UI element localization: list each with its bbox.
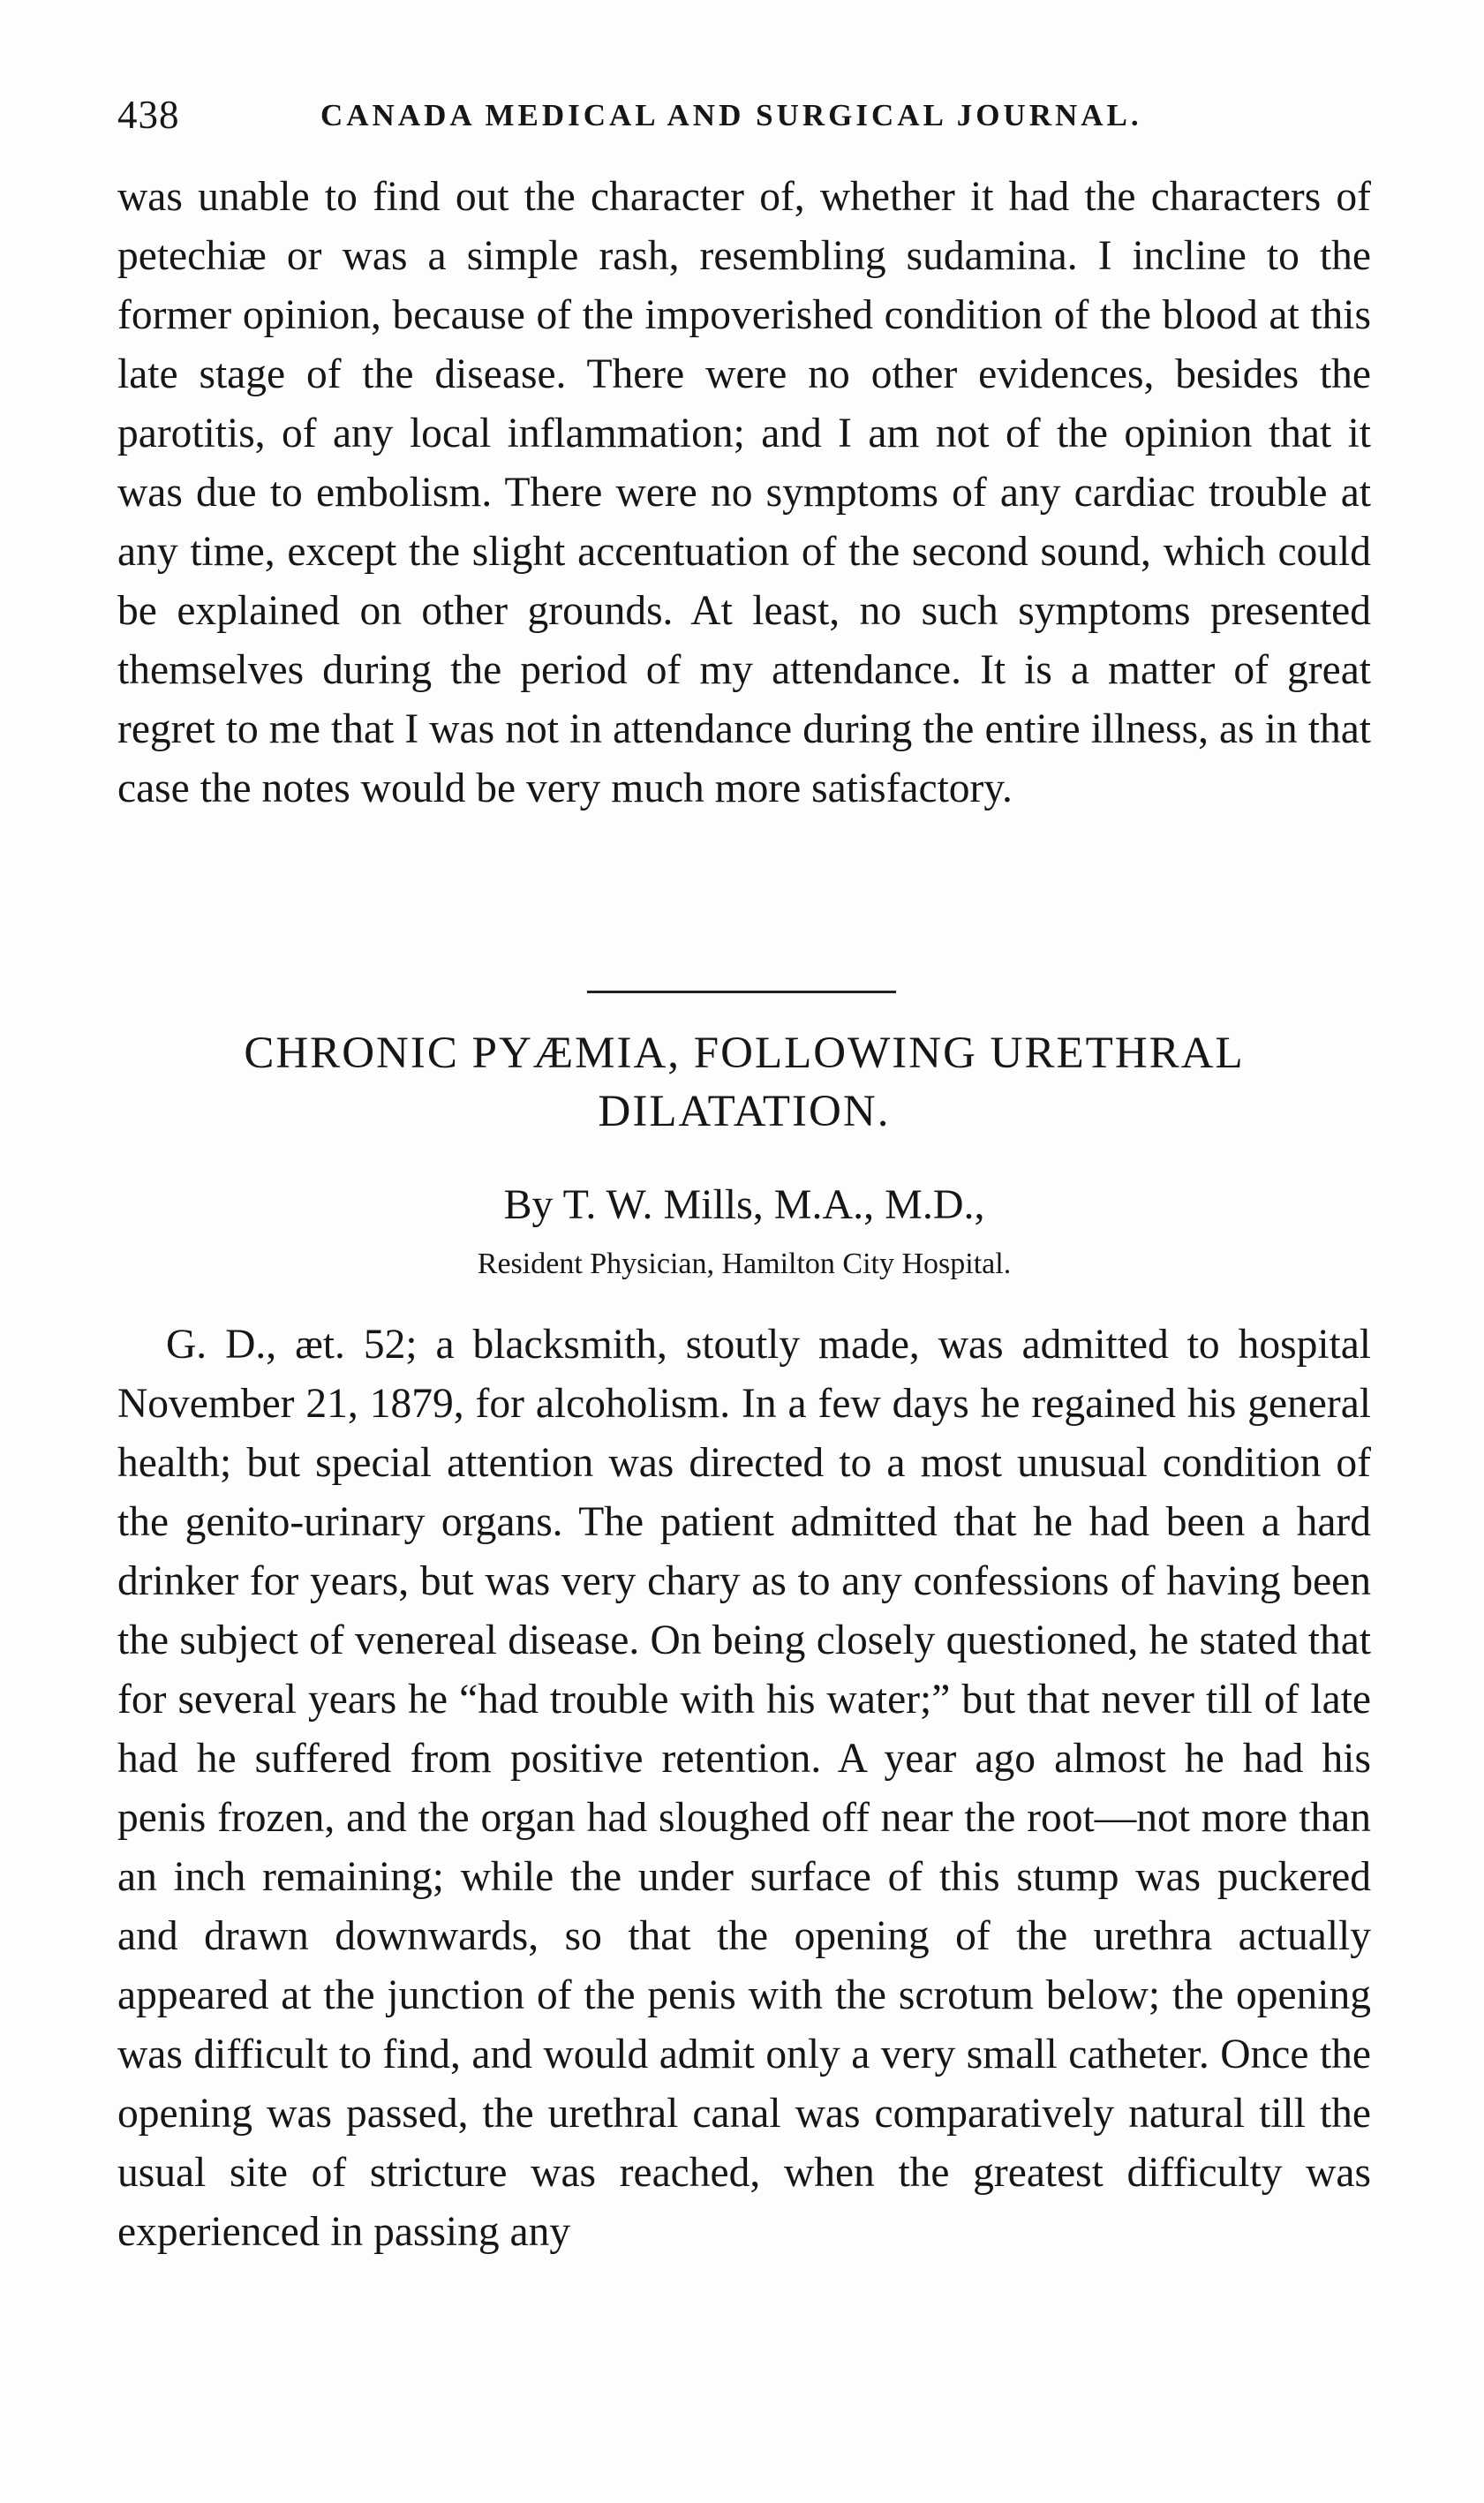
article-title-line-2: DILATATION. bbox=[598, 1087, 891, 1136]
article-title bbox=[117, 1024, 1371, 1141]
continued-paragraph: was unable to find out the character of, whether it had the characters of petechiæ or was a simple rash, resembling sudamina. I incline to the former opinion, because of the impoverished condition of the blood at this late stage of the disease. There were no other evidences, besides the parotitis, of any local inflammation; and I am not of the opinion that it was due to embolism. There were no symptoms of any cardiac trouble at any time, except the slight accentuation of the second sound, which could be explained on other grounds. At least, no such symptoms presented themselves during the period of my attendance. It is a matter of great regret to me that I was not in attendance during the entire illness, as in that case the notes would be very much more satisfactory. bbox=[117, 174, 1371, 811]
article-title-line-1: CHRONIC PYÆMIA, FOLLOWING URETHRAL bbox=[244, 1029, 1245, 1078]
author-affiliation: Resident Physician, Hamilton City Hospital. bbox=[477, 1248, 1012, 1280]
page-number: 438 bbox=[117, 93, 180, 137]
article-body-paragraph: G. D., æt. 52; a blacksmith, stoutly made, was admitted to hospital November 21, 1879, for alcoholism. In a few days he regained his general health; but special attention was directed to a most unusual condition of the genito-urinary organs. The patient admitted that he had been a hard drinker for years, but was very chary as to any confessions of having been the subject of venereal disease. On being closely questioned, he stated that for several years he “had trouble with his water;” but that never till of late had he suffered from positive retention. A year ago almost he had his penis frozen, and the organ had sloughed off near the root—not more than an inch remaining; while the under surface of this stump was puckered and drawn downwards, so that the opening of the urethra actually appeared at the junction of the penis with the scrotum below; the opening was difficult to find, and would admit only a very small catheter. Once the opening was passed, the urethral canal was comparatively natural till the usual site of stricture was reached, when the greatest difficulty was experienced in passing any bbox=[117, 1322, 1371, 2255]
journal-title: CANADA MEDICAL AND SURGICAL JOURNAL. bbox=[320, 98, 1142, 132]
author-byline: By T. W. Mills, M.A., M.D., bbox=[503, 1181, 985, 1228]
running-head bbox=[117, 88, 1371, 141]
section-divider bbox=[587, 991, 896, 993]
